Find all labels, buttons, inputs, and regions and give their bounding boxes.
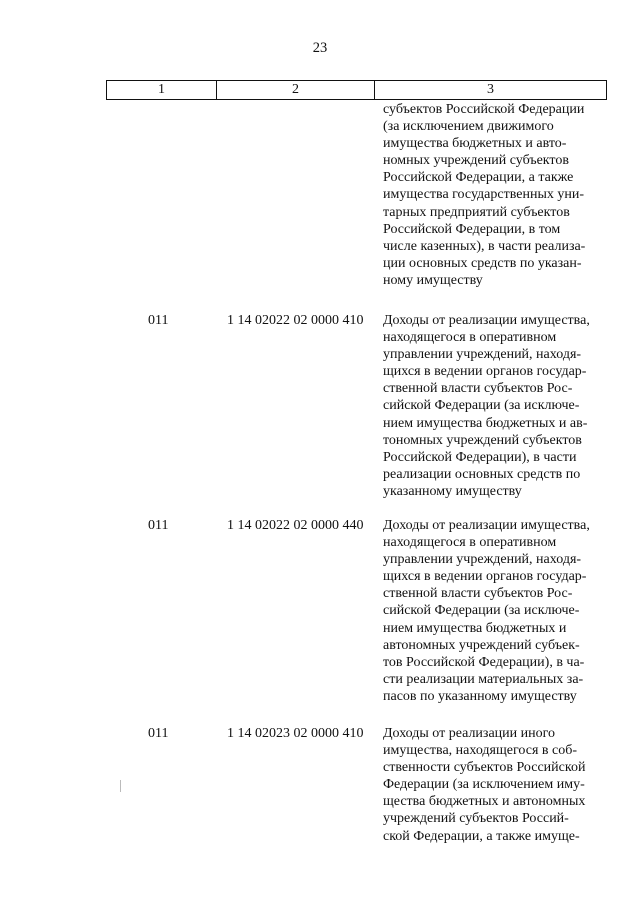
table-header bbox=[106, 80, 607, 100]
description-line: управлении учреждений, находя- bbox=[383, 347, 582, 363]
description-line: учреждений субъектов Россий- bbox=[383, 811, 569, 827]
description-line: номных учреждений субъектов bbox=[383, 153, 569, 169]
description-line: Доходы от реализации имущества, bbox=[383, 518, 590, 533]
description-line: тономных учреждений субъектов bbox=[383, 432, 582, 448]
description-line: сти реализации материальных за- bbox=[383, 671, 584, 687]
header-col-3: 3 bbox=[487, 82, 494, 97]
revenue-code: 1 14 02022 02 0000 410 bbox=[227, 313, 364, 328]
header-col-2: 2 bbox=[217, 81, 375, 99]
admin-code: 011 bbox=[148, 313, 169, 328]
description-line: имущества бюджетных и авто- bbox=[383, 136, 567, 152]
description-line: Доходы от реализации имущества, bbox=[383, 313, 590, 328]
description-line: щихся в ведении органов государ- bbox=[383, 569, 587, 585]
description-line: реализации основных средств по bbox=[383, 466, 581, 482]
admin-code: 011 bbox=[148, 726, 169, 741]
page-number: 23 bbox=[312, 40, 328, 56]
description-line: Доходы от реализации иного bbox=[383, 726, 556, 741]
description-line: Российской Федерации, а также bbox=[383, 170, 574, 186]
description-line: (за исключением движимого bbox=[383, 119, 554, 135]
description-line: субъектов Российской Федерации bbox=[383, 102, 585, 117]
description-line: числе казенных), в части реализа- bbox=[383, 238, 586, 254]
revenue-code: 1 14 02022 02 0000 440 bbox=[227, 518, 364, 533]
description-line: ственной власти субъектов Рос- bbox=[383, 586, 573, 602]
description-line: тарных предприятий субъектов bbox=[383, 204, 570, 220]
description-line: ному имуществу bbox=[383, 272, 483, 288]
description-line: автономных учреждений субъек- bbox=[383, 637, 580, 653]
description-line: нием имущества бюджетных и ав- bbox=[383, 415, 588, 431]
description-line: ственности субъектов Российской bbox=[383, 760, 586, 776]
admin-code: 011 bbox=[148, 518, 169, 533]
description-line: тов Российской Федерации), в ча- bbox=[383, 654, 585, 670]
description-line: пасов по указанному имуществу bbox=[383, 688, 577, 704]
revenue-description bbox=[383, 517, 613, 705]
description-line: указанному имуществу bbox=[383, 483, 522, 499]
description-line: Российской Федерации), в части bbox=[383, 449, 577, 465]
description-line: сийской Федерации (за исключе- bbox=[383, 398, 580, 414]
description-line: сийской Федерации (за исключе- bbox=[383, 603, 580, 619]
description-line: управлении учреждений, находя- bbox=[383, 552, 582, 568]
scan-margin-mark bbox=[120, 780, 121, 792]
continuation-description bbox=[383, 101, 613, 289]
header-col-1: 1 bbox=[107, 81, 217, 99]
description-line: находящегося в оперативном bbox=[383, 330, 557, 346]
description-line: ственной власти субъектов Рос- bbox=[383, 381, 573, 397]
description-line: щихся в ведении органов государ- bbox=[383, 364, 587, 380]
description-line: имущества, находящегося в соб- bbox=[383, 743, 577, 759]
description-line: Российской Федерации, в том bbox=[383, 221, 561, 237]
description-line: ской Федерации, а также имуще- bbox=[383, 828, 580, 844]
description-line: находящегося в оперативном bbox=[383, 535, 557, 551]
description-line: нием имущества бюджетных и bbox=[383, 620, 567, 636]
description-line: щества бюджетных и автономных bbox=[383, 794, 586, 810]
revenue-code: 1 14 02023 02 0000 410 bbox=[227, 726, 364, 741]
description-line: ции основных средств по указан- bbox=[383, 255, 582, 271]
revenue-description bbox=[383, 312, 613, 500]
revenue-description bbox=[383, 725, 613, 845]
description-line: имущества государственных уни- bbox=[383, 187, 585, 203]
description-line: Федерации (за исключением иму- bbox=[383, 777, 585, 793]
